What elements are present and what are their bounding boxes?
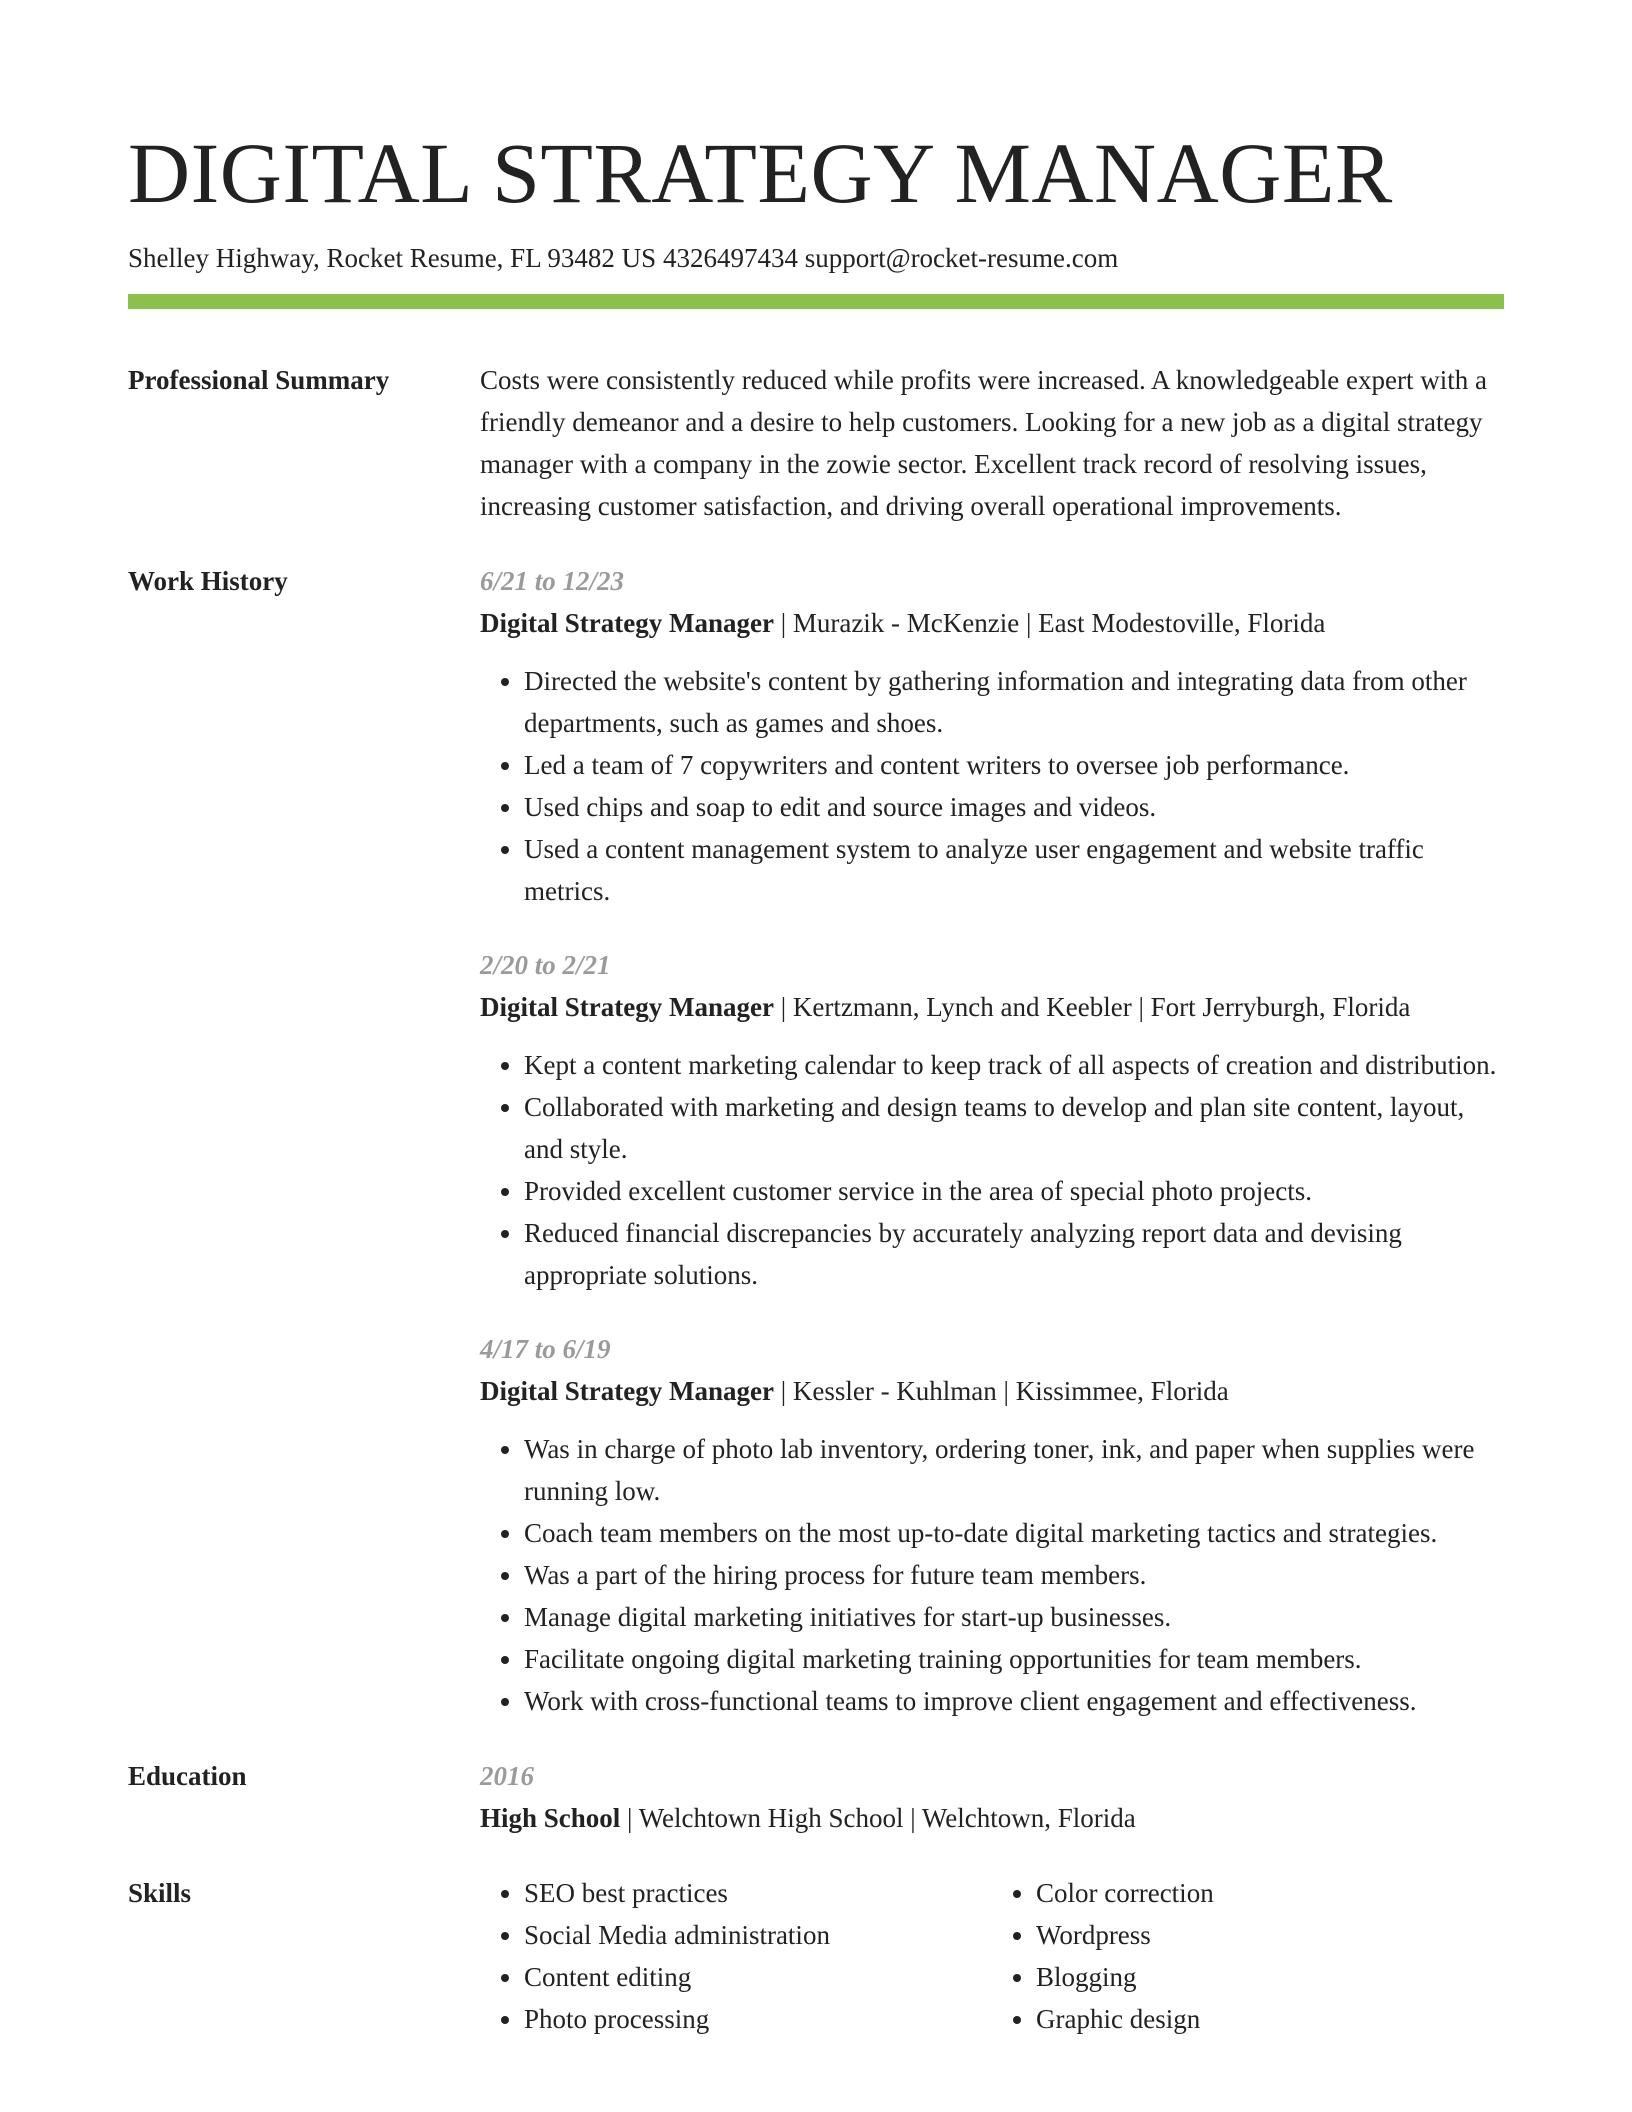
list-item: • Manage digital marketing initiatives for start-up businesses. — [524, 1596, 1504, 1638]
job-bullets — [480, 1044, 1504, 1296]
skills-grid — [480, 1872, 1504, 2040]
list-item: • Graphic design — [1036, 1998, 1504, 2040]
job-dates: 2/20 to 2/21 — [480, 950, 611, 980]
education-year: 2016 — [480, 1761, 534, 1791]
resume-page — [128, 0, 1504, 2040]
list-item: • Used chips and soap to edit and source images and videos. — [524, 786, 1504, 828]
summary-heading: Professional Summary — [128, 365, 390, 395]
job-bullets — [480, 1428, 1504, 1722]
list-item: • Reduced financial discrepancies by accurately analyzing report data and devising appropriate solutions. — [524, 1212, 1504, 1296]
job-entry — [480, 560, 1504, 912]
list-item: • Color correction — [1036, 1872, 1504, 1914]
education-heading-line — [480, 1797, 1504, 1839]
education-degree: High School — [480, 1803, 621, 1833]
job-dates: 4/17 to 6/19 — [480, 1334, 611, 1364]
list-item: • Blogging — [1036, 1956, 1504, 1998]
job-details: | Kessler - Kuhlman | Kissimmee, Florida — [773, 1376, 1229, 1406]
job-entry — [480, 944, 1504, 1296]
job-details: | Kertzmann, Lynch and Keebler | Fort Jerryburgh, Florida — [773, 992, 1411, 1022]
education-details: | Welchtown High School | Welchtown, Florida — [620, 1803, 1136, 1833]
contact-info: Shelley Highway, Rocket Resume, FL 93482 US 4326497434 support@rocket-resume.com — [128, 243, 1119, 273]
list-item: • Kept a content marketing calendar to keep track of all aspects of creation and distribution. — [524, 1044, 1504, 1086]
list-item: • Used a content management system to analyze user engagement and website traffic metrics. — [524, 828, 1504, 912]
job-details: | Murazik - McKenzie | East Modestoville, Florida — [773, 608, 1326, 638]
job-heading — [480, 986, 1504, 1028]
job-role: Digital Strategy Manager — [480, 608, 774, 638]
skills-heading: Skills — [128, 1878, 192, 1908]
skills-column-left — [480, 1872, 992, 2040]
page-title: DIGITAL STRATEGY MANAGER — [128, 125, 1393, 221]
job-role: Digital Strategy Manager — [480, 1376, 774, 1406]
list-item: • Led a team of 7 copywriters and content writers to oversee job performance. — [524, 744, 1504, 786]
header-divider — [128, 294, 1504, 309]
list-item: • Social Media administration — [524, 1914, 992, 1956]
list-item: • Facilitate ongoing digital marketing training opportunities for team members. — [524, 1638, 1504, 1680]
job-heading — [480, 602, 1504, 644]
list-item: • Was a part of the hiring process for future team members. — [524, 1554, 1504, 1596]
list-item: • Was in charge of photo lab inventory, ordering toner, ink, and paper when supplies were running low. — [524, 1428, 1504, 1512]
summary-section — [128, 359, 1504, 527]
education-section — [128, 1755, 1504, 1839]
list-item: • Collaborated with marketing and design teams to develop and plan site content, layout, and style. — [524, 1086, 1504, 1170]
list-item: • Wordpress — [1036, 1914, 1504, 1956]
list-item: • Photo processing — [524, 1998, 992, 2040]
work-history-heading: Work History — [128, 566, 288, 596]
list-item: • SEO best practices — [524, 1872, 992, 1914]
job-role: Digital Strategy Manager — [480, 992, 774, 1022]
list-item: • Provided excellent customer service in the area of special photo projects. — [524, 1170, 1504, 1212]
work-history-section — [128, 560, 1504, 1722]
education-heading: Education — [128, 1761, 247, 1791]
list-item: • Work with cross-functional teams to improve client engagement and effectiveness. — [524, 1680, 1504, 1722]
job-entry — [480, 1328, 1504, 1722]
skills-column-right — [992, 1872, 1504, 2040]
list-item: • Content editing — [524, 1956, 992, 1998]
skills-section — [128, 1872, 1504, 2040]
job-dates: 6/21 to 12/23 — [480, 566, 625, 596]
list-item: • Directed the website's content by gathering information and integrating data from other departments, such as games and shoes. — [524, 660, 1504, 744]
job-heading — [480, 1370, 1504, 1412]
summary-text: Costs were consistently reduced while profits were increased. A knowledgeable expert with a friendly demeanor and a desire to help customers. Looking for a new job as a digital strategy manager with a company in the zowie sector. Excellent track record of resolving issues, increasing customer satisfaction, and driving overall operational improvements. — [480, 365, 1487, 521]
job-bullets — [480, 660, 1504, 912]
list-item: • Coach team members on the most up-to-date digital marketing tactics and strategies. — [524, 1512, 1504, 1554]
